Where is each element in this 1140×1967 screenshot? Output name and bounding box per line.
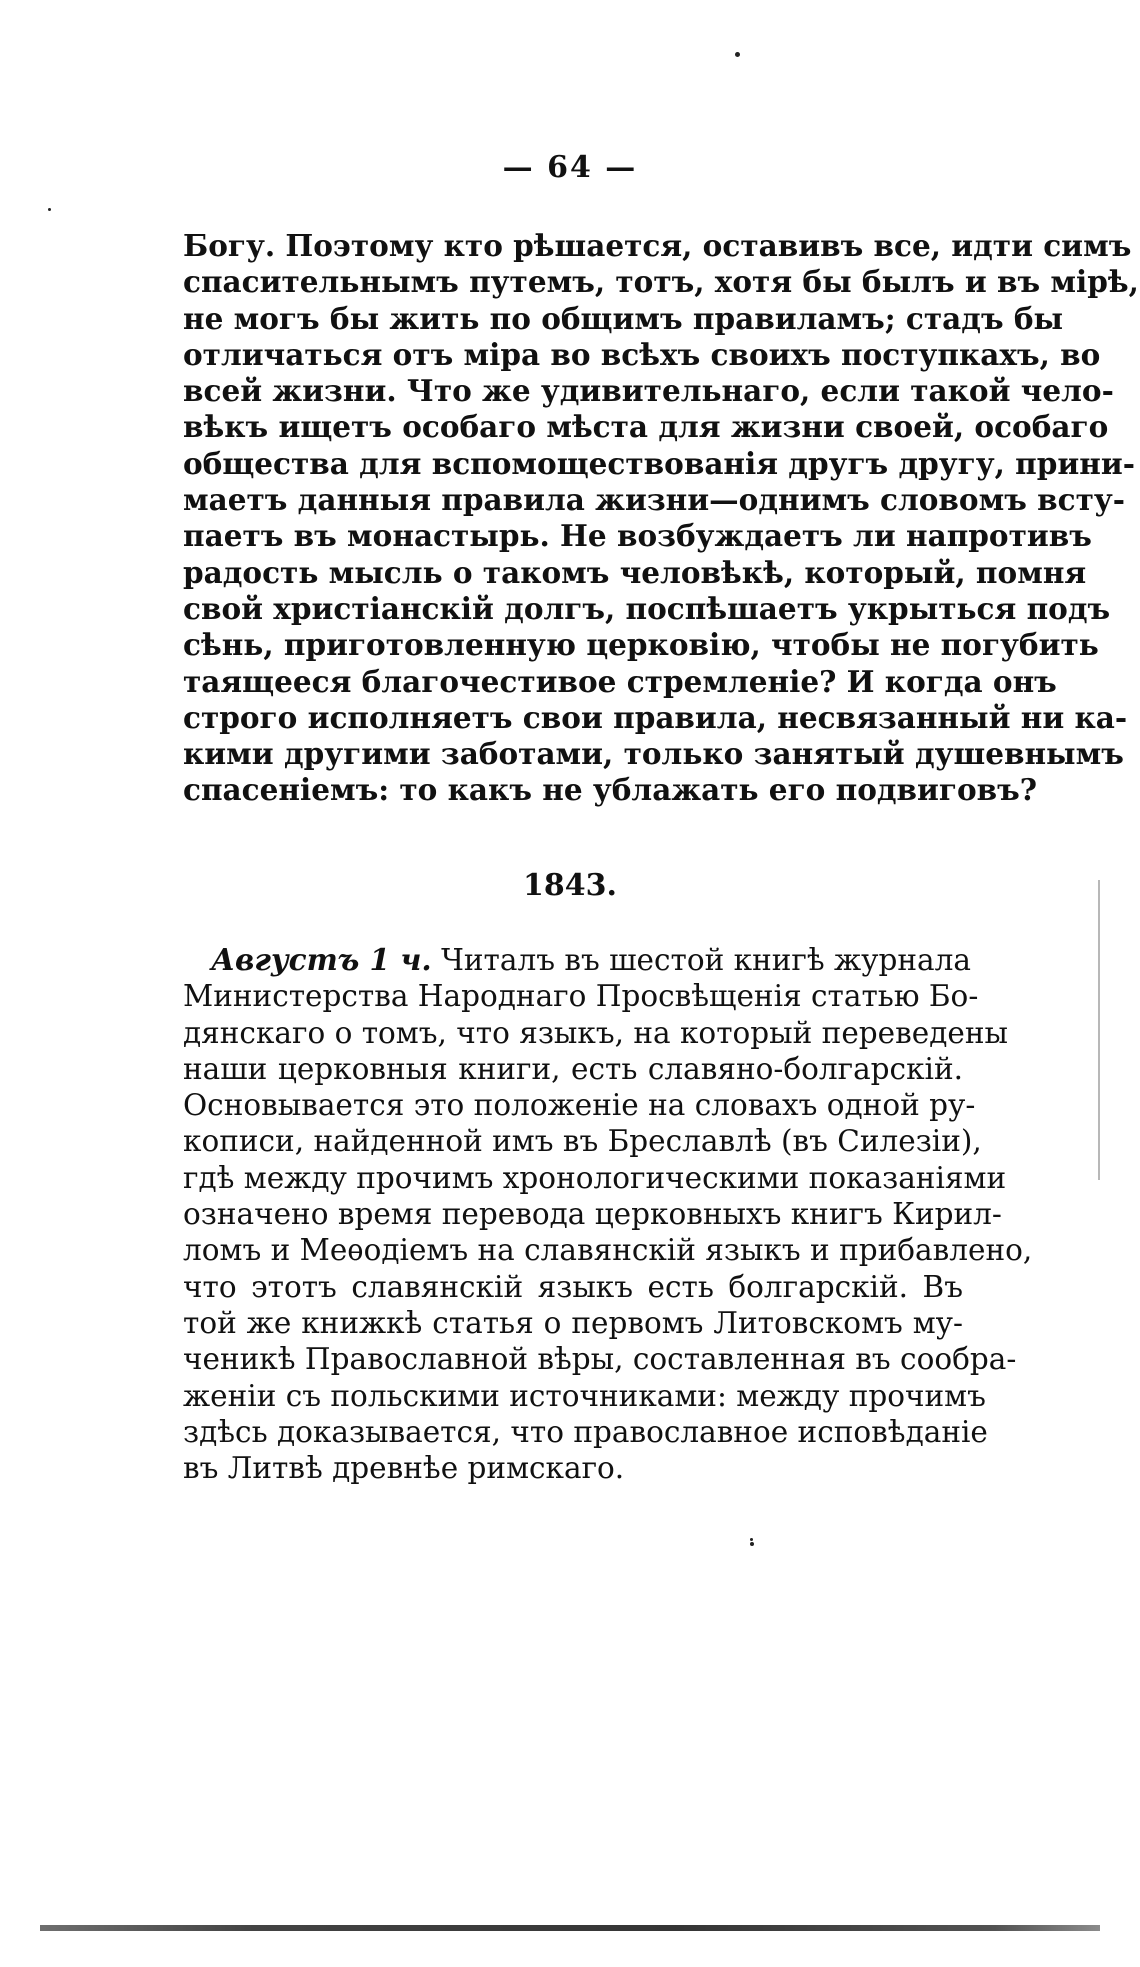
text-line: таящееся благочестивое стремленіе? И когда онъ xyxy=(183,663,1057,699)
text-line: общества для вспомоществованія другъ другу, прини- xyxy=(183,445,1135,481)
text-line: женіи съ польскими источниками: между прочимъ xyxy=(183,1378,986,1413)
paragraph-1 xyxy=(183,228,1139,809)
text-line: спасительнымъ путемъ, тотъ, хотя бы былъ и въ мірѣ, xyxy=(183,264,1139,300)
text-fragment: Читалъ въ шестой книгѣ журнала xyxy=(441,943,971,977)
text-line: что этотъ славянскій языкъ есть болгарскій. Въ xyxy=(183,1269,963,1304)
text-line: маетъ данныя правила жизни—однимъ словомъ всту- xyxy=(183,482,1125,518)
text-line: кописи, найденной имъ въ Бреславлѣ (въ Силезіи), xyxy=(183,1124,982,1159)
paragraph-2 xyxy=(183,942,1033,1486)
text-line: отличаться отъ міра во всѣхъ своихъ поступкахъ, во xyxy=(183,336,1101,372)
text-line: сѣнь, приготовленную церковію, чтобы не погубить xyxy=(183,627,1099,663)
scan-speck xyxy=(48,208,51,211)
text-line: дянскаго о томъ, что языкъ, на который переведены xyxy=(183,1015,1008,1050)
text-line-with-date xyxy=(183,942,971,978)
text-line: Богу. Поэтому кто рѣшается, оставивъ все, идти симъ xyxy=(183,228,1132,263)
text-line: кими другими заботами, только занятый душевнымъ xyxy=(183,736,1124,772)
text-line: той же книжкѣ статья о первомъ Литовскомъ му- xyxy=(183,1305,963,1340)
scan-bottom-rule xyxy=(40,1925,1100,1931)
scan-speck xyxy=(750,1542,754,1546)
scan-edge-line xyxy=(1098,880,1100,1180)
text-line: паетъ въ монастырь. Не возбуждаетъ ли напротивъ xyxy=(183,518,1092,554)
text-line: вѣкъ ищетъ особаго мѣста для жизни своей, особаго xyxy=(183,409,1109,445)
text-line: свой христіанскій долгъ, поспѣшаетъ укрыться подъ xyxy=(183,590,1111,626)
text-line: строго исполняетъ свои правила, несвязанный ни ка- xyxy=(183,699,1128,735)
entry-date: Августъ 1 ч. xyxy=(211,942,432,977)
text-line: гдѣ между прочимъ хронологическими показаніями xyxy=(183,1160,1007,1195)
text-line: всей жизни. Что же удивительнаго, если такой чело- xyxy=(183,373,1114,409)
text-line: ченикѣ Православной вѣры, составленная въ сообра- xyxy=(183,1342,1017,1377)
scan-speck xyxy=(750,1538,753,1541)
text-line: не могъ бы жить по общимъ правиламъ; стадъ бы xyxy=(183,300,1064,336)
text-line: Основывается это положеніе на словахъ одной ру- xyxy=(183,1088,976,1123)
text-line: радость мысль о такомъ человѣкѣ, который, помня xyxy=(183,554,1087,590)
text-line: спасеніемъ: то какъ не ублажать его подвиговъ? xyxy=(183,772,1038,808)
scan-speck xyxy=(735,52,740,57)
text-line: ломъ и Меѳодіемъ на славянскій языкъ и прибавлено, xyxy=(183,1233,1033,1268)
page-number: — 64 — xyxy=(502,150,638,185)
text-line: Министерства Народнаго Просвѣщенія статью Бо- xyxy=(183,979,979,1014)
text-line: въ Литвѣ древнѣе римскаго. xyxy=(183,1451,625,1486)
text-line: наши церковныя книги, есть славяно-болгарскій. xyxy=(183,1051,963,1086)
year-heading: 1843. xyxy=(523,868,617,903)
text-line: означено время перевода церковныхъ книгъ Кирил- xyxy=(183,1197,1002,1232)
text-line: здѣсь доказывается, что православное исповѣданіе xyxy=(183,1414,988,1449)
